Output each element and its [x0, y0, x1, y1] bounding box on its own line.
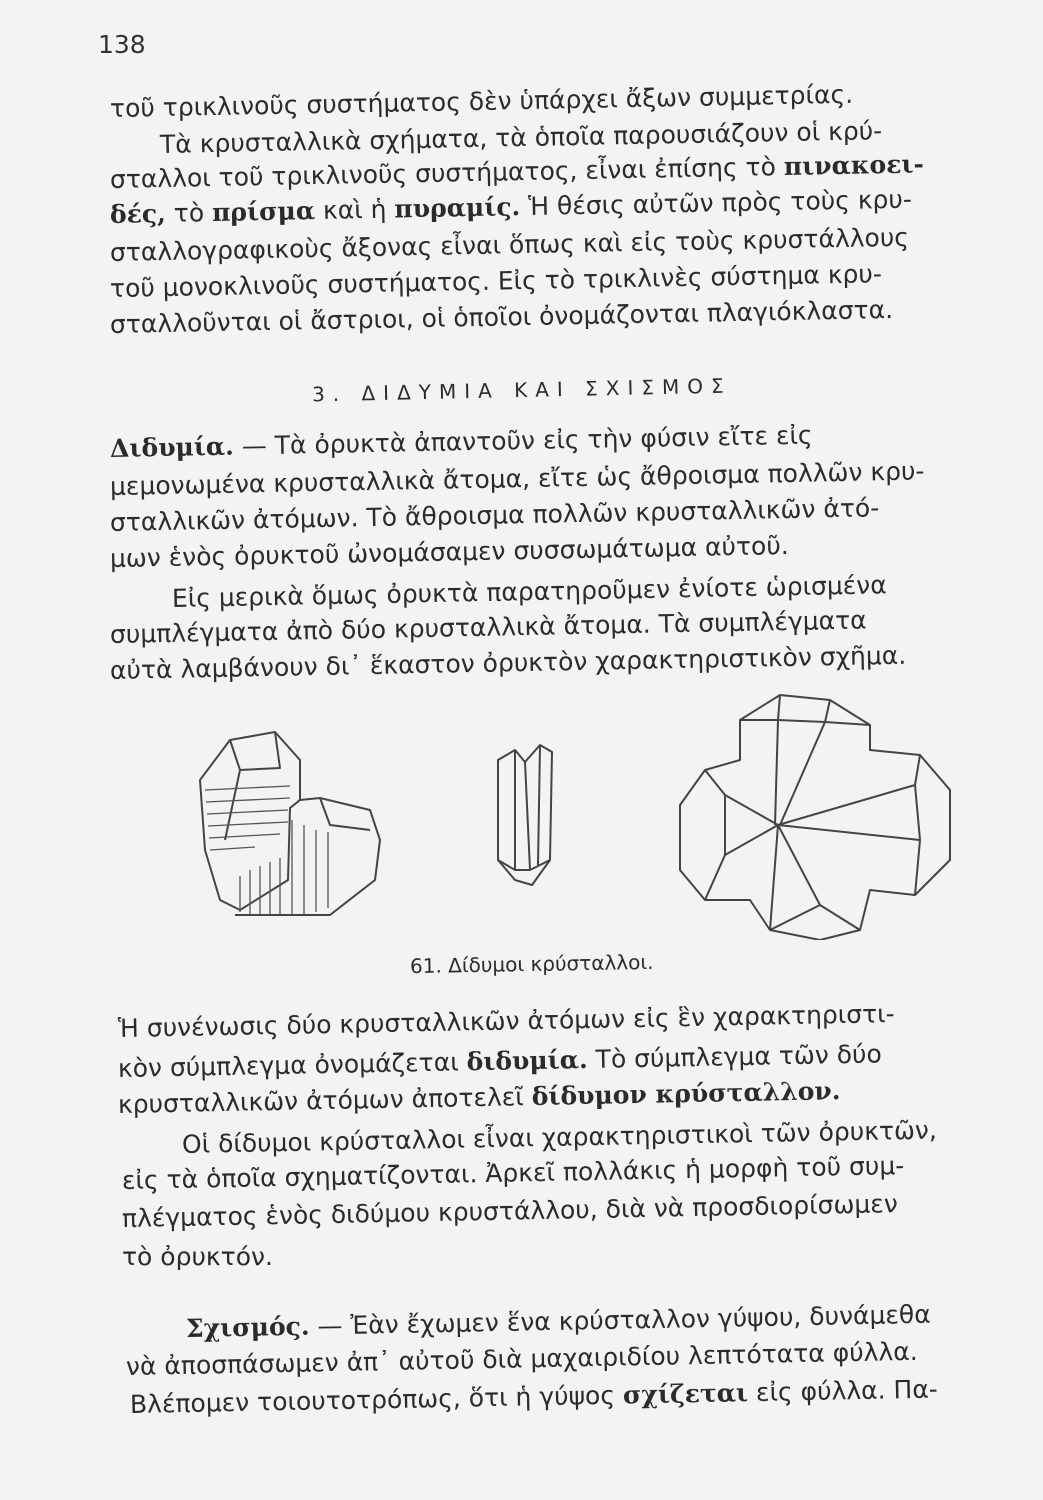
page-number: 138 [98, 30, 146, 59]
twin-crystal-hatched-drawing [200, 732, 380, 915]
text-line: τὸ ὀρυκτόν. [122, 1242, 273, 1271]
run-in-heading-didymia: Διδυμία. [109, 431, 235, 463]
text-line: Διδυμία. — Τὰ ὀρυκτὰ ἀπαντοῦν εἰς τὴν φύσιν εἴτε εἰς [109, 420, 813, 463]
text-line: εἰς τὰ ὁποῖα σχηματίζονται. Ἀρκεῖ πολλάκις ἡ μορφὴ τοῦ συμ- [121, 1150, 905, 1195]
text-line: σταλλογραφικοὺς ἄξονας εἶναι ὅπως καὶ εἰς τοὺς κρυστάλλους [109, 222, 910, 267]
bold-term: δίδυμον κρύσταλλον. [531, 1076, 841, 1112]
twin-crystal-cross-drawing [680, 695, 950, 940]
text-line: Τὰ κρυσταλλικὰ σχήματα, τὰ ὁποῖα παρουσιάζουν οἱ κρύ- [159, 116, 883, 159]
bold-term: διδυμία. [466, 1044, 588, 1077]
text-line: Εἰς μερικὰ ὅμως ὀρυκτὰ παρατηροῦμεν ἐνίοτε ὡρισμένα [171, 570, 887, 613]
text-line: αὐτὰ λαμβάνουν δι᾽ ἕκαστον ὀρυκτὸν χαρακτηριστικὸν σχῆμα. [109, 640, 907, 685]
text-line: νὰ ἀποσπάσωμεν ἀπ᾽ αὐτοῦ διὰ μαχαιριδίου λεπτότατα φύλλα. [125, 1336, 918, 1381]
text-line: δές, τὸ πρίσμα καὶ ἡ πυραμίς. Ἡ θέσις αὐτῶν πρὸς τοὺς κρυ- [109, 184, 913, 229]
twin-crystal-prism-drawing [498, 745, 552, 885]
text-line: τοῦ τρικλινοῦς συστήματος δὲν ὑπάρχει ἄξων συμμετρίας. [109, 79, 854, 123]
bold-term: δές, [109, 198, 167, 229]
text-line: κρυσταλλικῶν ἀτόμων ἀποτελεῖ δίδυμον κρύσταλλον. [117, 1076, 841, 1119]
text-line: σταλλικῶν ἀτόμων. Τὸ ἄθροισμα πολλῶν κρυσταλλικῶν ἀτό- [109, 493, 880, 537]
text-line: συμπλέγματα ἀπὸ δύο κρυσταλλικὰ ἄτομα. Τὰ συμπλέγματα [109, 605, 867, 649]
bold-term: πινακοει- [783, 149, 925, 182]
text-line: σταλλοῦνται οἱ ἄστριοι, οἱ ὁποῖοι ὀνομάζονται πλαγιόκλαστα. [109, 294, 894, 339]
text-line: Σχισμός. — Ἐὰν ἔχωμεν ἕνα κρύσταλλον γύψου, δυνάμεθα [185, 1299, 931, 1343]
run-in-heading-schismos: Σχισμός. [185, 1311, 310, 1343]
bold-term: πυραμίς. [394, 192, 521, 224]
bold-term: σχίζεται [622, 1378, 749, 1410]
text-line: Οἱ δίδυμοι κρύσταλλοι εἶναι χαρακτηριστικοὶ τῶν ὀρυκτῶν, [181, 1115, 938, 1159]
text-line: μων ἑνὸς ὀρυκτοῦ ὠνομάσαμεν συσσωμάτωμα αὐτοῦ. [109, 530, 790, 573]
twin-crystals-figure [180, 690, 1000, 940]
figure-caption: 61. Δίδυμοι κρύσταλλοι. [409, 949, 654, 979]
text-line: κὸν σύμπλεγμα ὀνομάζεται διδυμία. Τὸ σύμπλεγμα τῶν δύο [117, 1039, 883, 1083]
section-heading: 3. ΔΙΔΥΜΙΑ ΚΑΙ ΣΧΙΣΜΟΣ [311, 373, 732, 407]
text-line: σταλλοι τοῦ τρικλινοῦς συστήματος, εἶναι ἐπίσης τὸ πινακοει- [109, 149, 925, 194]
text-line: μεμονωμένα κρυσταλλικὰ ἄτομα, εἴτε ὡς ἄθροισμα πολλῶν κρυ- [109, 456, 925, 501]
text-line: πλέγματος ἑνὸς διδύμου κρυστάλλου, διὰ νὰ προσδιορίσωμεν [121, 1189, 899, 1233]
bold-term: πρίσμα [211, 196, 316, 228]
text-line: Βλέπομεν τοιουτοτρόπως, ὅτι ἡ γύψος σχίζεται εἰς φύλλα. Πα- [129, 1374, 939, 1419]
text-line: Ἡ συνένωσις δύο κρυσταλλικῶν ἀτόμων εἰς ἓν χαρακτηριστι- [117, 999, 895, 1043]
text-line: τοῦ μονοκλινοῦς συστήματος. Εἰς τὸ τρικλινὲς σύστημα κρυ- [109, 259, 883, 303]
